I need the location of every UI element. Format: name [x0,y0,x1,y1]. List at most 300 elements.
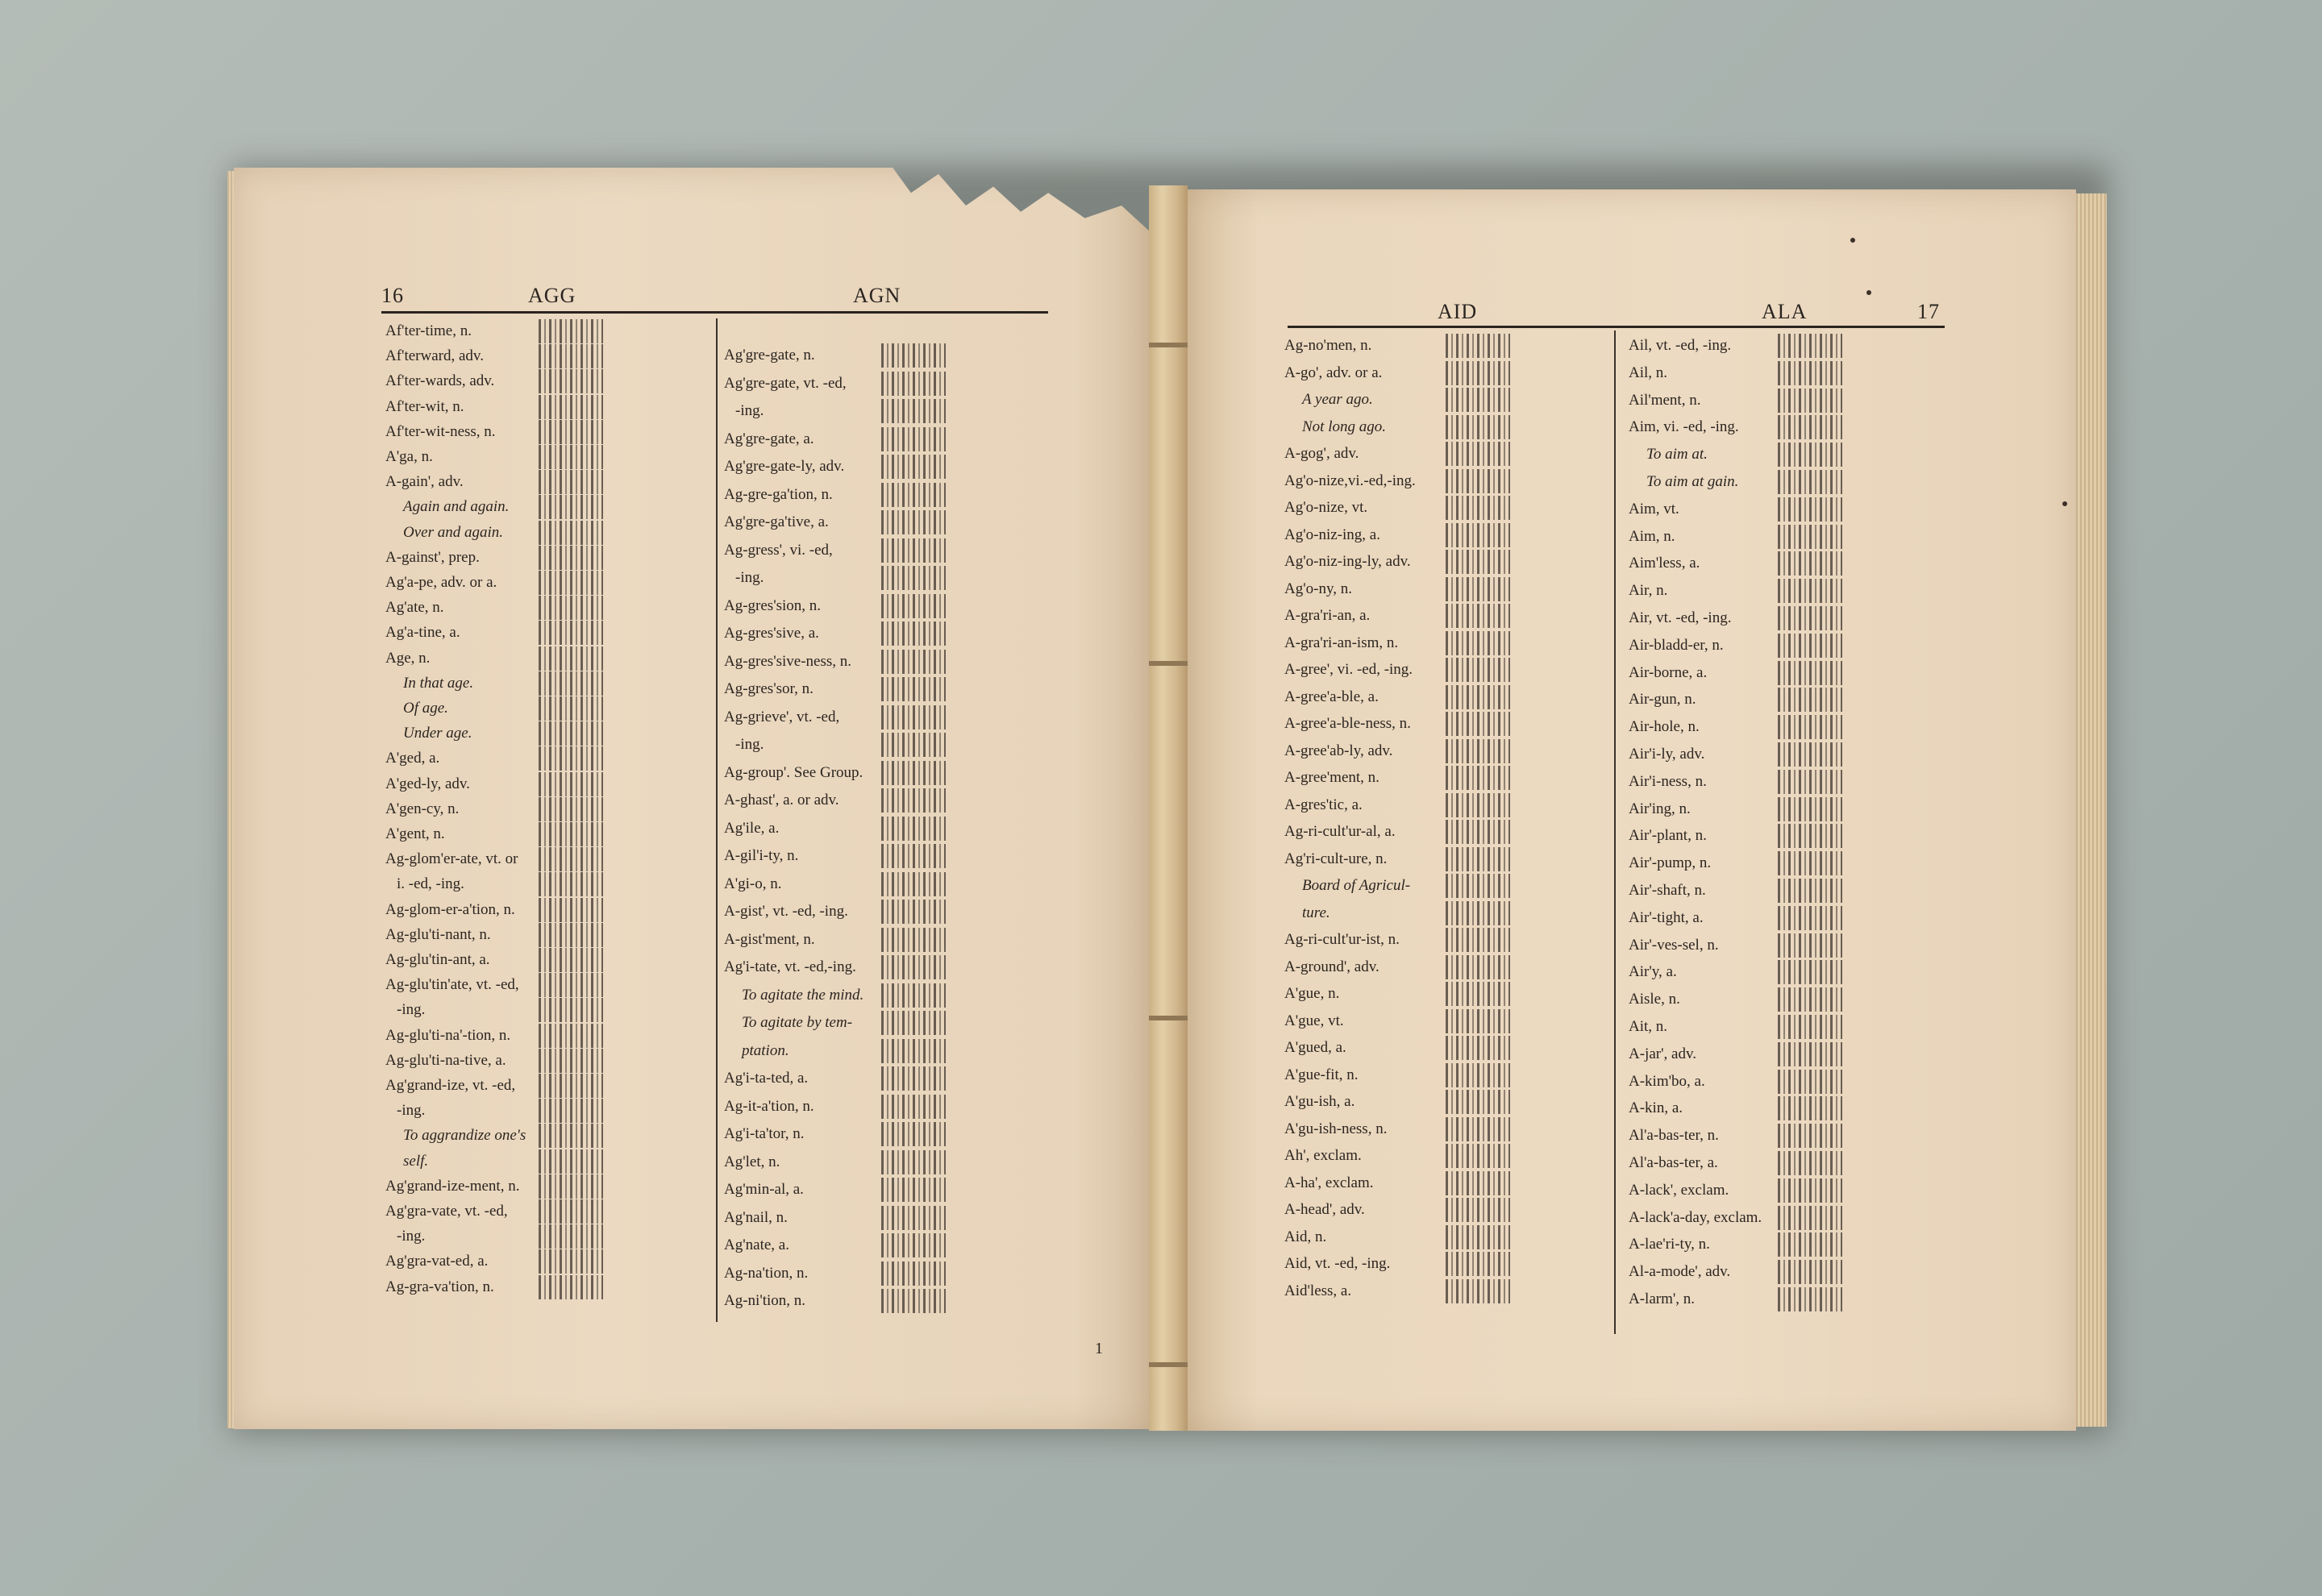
japanese-gloss [539,1049,603,1073]
japanese-gloss [1446,901,1510,925]
dictionary-entry: Ag'a-tine, a. [385,624,460,642]
dictionary-entry: A-go', adv. or a. [1284,364,1383,381]
dictionary-entry: Ag'o-niz-ing-ly, adv. [1284,553,1411,570]
dictionary-entry: Ag'gre-gate, n. [724,347,815,364]
japanese-gloss [539,898,603,922]
japanese-gloss [1778,470,1842,494]
japanese-gloss [1446,685,1510,709]
japanese-gloss [539,420,603,444]
japanese-gloss [881,733,946,757]
dictionary-entry: To agitate by tem- [742,1014,853,1031]
dictionary-entry: Aid'less, a. [1284,1282,1352,1299]
dictionary-entry: -ing. [735,569,764,586]
dictionary-entry: i. -ed, -ing. [397,875,464,893]
dictionary-entry: Ag'ile, a. [724,819,780,837]
japanese-gloss [881,427,946,451]
japanese-gloss [1778,525,1842,549]
japanese-gloss [539,369,603,393]
dictionary-entry: A-lack', exclam. [1629,1181,1729,1199]
japanese-gloss [539,1149,603,1174]
japanese-gloss [539,1224,603,1249]
japanese-gloss [1446,766,1510,790]
japanese-gloss [539,1124,603,1148]
dictionary-entry: Ag-gress', vi. -ed, [724,541,833,559]
dictionary-entry: Air'-tight, a. [1629,908,1704,926]
dictionary-entry: A-gree'ab-ly, adv. [1284,742,1393,759]
japanese-gloss [1446,658,1510,682]
dictionary-entry: self. [403,1152,429,1170]
japanese-gloss [881,983,946,1008]
japanese-gloss [539,948,603,972]
dictionary-entry: Ag'let, n. [724,1153,780,1170]
japanese-gloss [1778,661,1842,685]
dictionary-entry: Ail, n. [1629,364,1668,381]
japanese-gloss [881,510,946,534]
japanese-gloss [1446,955,1510,979]
japanese-gloss [1446,1090,1510,1114]
japanese-gloss [881,1178,946,1202]
japanese-gloss [881,566,946,590]
dictionary-entry: A-kim'bo, a. [1629,1072,1705,1090]
japanese-gloss [539,696,603,721]
dictionary-entry: A-gree'ment, n. [1284,769,1379,786]
japanese-gloss [881,955,946,979]
dictionary-entry: Air-hole, n. [1629,718,1700,736]
japanese-gloss [1778,851,1842,875]
japanese-gloss [881,705,946,729]
spine-stitch [1149,343,1188,347]
dictionary-entry: A'gent, n. [385,825,445,842]
japanese-gloss [539,797,603,821]
japanese-gloss [1778,879,1842,903]
left-header-rule [381,311,1048,314]
japanese-gloss [1778,1042,1842,1066]
dictionary-entry: ptation. [742,1041,789,1059]
japanese-gloss [539,1174,603,1199]
spine-stitch [1149,1016,1188,1020]
dictionary-entry: Ag-ni'tion, n. [724,1292,806,1309]
dictionary-entry: A-gist', vt. -ed, -ing. [724,903,848,920]
dictionary-entry: Ag'i-tate, vt. -ed,-ing. [724,958,856,975]
dictionary-entry: Af'ter-wards, adv. [385,372,495,390]
japanese-gloss [1778,1232,1842,1257]
japanese-gloss [539,495,603,519]
japanese-gloss [539,1249,603,1274]
japanese-gloss [539,571,603,595]
japanese-gloss [1446,1171,1510,1195]
japanese-gloss [881,928,946,952]
japanese-gloss [1446,1252,1510,1276]
dictionary-entry: Ag'i-ta'tor, n. [724,1125,805,1142]
dictionary-entry: Ag'ate, n. [385,599,444,617]
japanese-gloss [1446,631,1510,655]
dictionary-entry: A-head', adv. [1284,1201,1365,1218]
japanese-gloss [1778,415,1842,439]
dictionary-entry: A'gue, vt. [1284,1012,1344,1029]
dictionary-entry: Ag'nail, n. [724,1208,788,1226]
dictionary-entry: Air'y, a. [1629,963,1677,981]
japanese-gloss [881,1206,946,1230]
japanese-gloss [1778,824,1842,848]
dictionary-entry: Ag'a-pe, adv. or a. [385,574,497,591]
japanese-gloss [539,621,603,645]
dictionary-entry: A year ago. [1302,391,1373,408]
dictionary-entry: Ag-gres'sive, a. [724,625,819,642]
book-spine [1149,185,1188,1431]
japanese-gloss [539,344,603,368]
dictionary-entry: Of age. [403,700,448,717]
japanese-gloss [881,621,946,646]
japanese-gloss [881,872,946,896]
japanese-gloss [1778,497,1842,522]
japanese-gloss [881,900,946,924]
left-page-number: 16 [381,284,404,307]
japanese-gloss [881,538,946,563]
dictionary-entry: A-kin, a. [1629,1099,1683,1117]
japanese-gloss [539,1099,603,1123]
japanese-gloss [539,646,603,671]
dictionary-entry: Ag-group'. See Group. [724,763,863,781]
japanese-gloss [1778,1015,1842,1039]
japanese-gloss [1778,797,1842,821]
japanese-gloss [539,596,603,620]
dictionary-entry: Not long ago. [1302,418,1386,435]
japanese-gloss [1778,634,1842,658]
japanese-gloss [1446,1279,1510,1303]
spine-stitch [1149,661,1188,666]
right-page-number: 17 [1917,300,1940,323]
dictionary-entry: -ing. [735,736,764,753]
japanese-gloss [1778,906,1842,930]
japanese-gloss [1446,712,1510,736]
dictionary-entry: Ag'o-ny, n. [1284,580,1352,597]
dictionary-entry: Ah', exclam. [1284,1147,1362,1164]
dictionary-entry: Ag-glu'tin'ate, vt. -ed, [385,976,519,994]
dictionary-entry: Aisle, n. [1629,991,1680,1008]
japanese-gloss [881,483,946,507]
dictionary-entry: Ag'grand-ize-ment, n. [385,1177,520,1195]
spine-stitch [1149,1362,1188,1367]
japanese-gloss [1778,443,1842,467]
dictionary-entry: A-gog', adv. [1284,445,1359,462]
dictionary-entry: Al'a-bas-ter, n. [1629,1127,1719,1145]
japanese-gloss [881,817,946,841]
japanese-gloss [1778,1096,1842,1120]
dictionary-entry: A'gue-fit, n. [1284,1066,1359,1083]
japanese-gloss [1446,874,1510,898]
japanese-gloss [539,319,603,343]
japanese-gloss [1446,388,1510,412]
japanese-gloss [881,372,946,396]
dictionary-entry: A-gil'i-ty, n. [724,847,799,864]
japanese-gloss [539,395,603,419]
dictionary-entry: A-gist'ment, n. [724,930,815,948]
japanese-gloss [1778,933,1842,958]
dictionary-entry: Air, n. [1629,582,1668,600]
dictionary-entry: Ag'i-ta-ted, a. [724,1070,809,1087]
dictionary-entry: Over and again. [403,523,504,541]
japanese-gloss [539,470,603,494]
japanese-gloss [1778,1206,1842,1230]
japanese-gloss [881,1122,946,1146]
japanese-gloss [881,399,946,423]
japanese-gloss [539,1199,603,1224]
dictionary-entry: Air'i-ly, adv. [1629,746,1705,763]
left-page [234,168,1149,1429]
japanese-gloss [881,343,946,368]
japanese-gloss [881,1289,946,1313]
japanese-gloss [1446,1225,1510,1249]
dictionary-entry: A'ged-ly, adv. [385,775,470,792]
japanese-gloss [1778,742,1842,767]
dictionary-entry: Air-borne, a. [1629,663,1708,681]
dictionary-entry: -ing. [735,402,764,419]
japanese-gloss [1778,1287,1842,1311]
dictionary-entry: A'gen-cy, n. [385,800,460,817]
japanese-gloss [539,847,603,871]
dictionary-entry: A-gree'a-ble-ness, n. [1284,715,1411,732]
dictionary-entry: A'gue, n. [1284,985,1340,1002]
japanese-gloss [1446,415,1510,439]
japanese-gloss [881,761,946,785]
dictionary-entry: A-gra'ri-an-ism, n. [1284,634,1399,651]
dictionary-entry: Ag-gre-ga'tion, n. [724,485,833,503]
right-guide-word-end: ALA [1762,300,1808,323]
japanese-gloss [539,1275,603,1299]
dictionary-entry: Ag-glu'tin-ant, a. [385,951,490,968]
japanese-gloss [1446,1063,1510,1087]
japanese-gloss [539,721,603,746]
dictionary-entry: Ag-no'men, n. [1284,337,1372,354]
dictionary-entry: To aim at gain. [1646,473,1739,490]
dictionary-entry: Ag-it-a'tion, n. [724,1097,814,1115]
dictionary-entry: Air'i-ness, n. [1629,772,1707,790]
dictionary-entry: A-larm', n. [1629,1291,1696,1307]
dictionary-entry: Ag-glu'ti-na-tive, a. [385,1051,506,1069]
left-column-divider [716,318,718,1322]
japanese-gloss [1778,1178,1842,1203]
japanese-gloss [881,1095,946,1119]
dictionary-entry: Ag'gre-gate, vt. -ed, [724,374,847,392]
japanese-gloss [1778,770,1842,794]
japanese-gloss [881,1066,946,1091]
paper-speck [2062,501,2067,506]
japanese-gloss [1778,579,1842,603]
japanese-gloss [1446,523,1510,547]
dictionary-entry: Ag'o-niz-ing, a. [1284,526,1380,543]
dictionary-entry: -ing. [397,1001,426,1019]
dictionary-entry: Air'-ves-sel, n. [1629,936,1719,954]
japanese-gloss [1446,1036,1510,1060]
dictionary-entry: To aim at. [1646,446,1708,463]
japanese-gloss [1778,715,1842,739]
japanese-gloss [539,671,603,696]
japanese-gloss [1446,928,1510,952]
dictionary-entry: Ag-glom'er-ate, vt. or [385,850,518,868]
dictionary-entry: To aggrandize one's [403,1127,526,1145]
japanese-gloss [881,455,946,479]
dictionary-entry: A-gainst', prep. [385,548,480,566]
dictionary-entry: Ag-ri-cult'ur-al, a. [1284,823,1396,840]
dictionary-entry: A-ghast', a. or adv. [724,792,839,808]
japanese-gloss [539,923,603,947]
dictionary-entry: Ag-gres'sor, n. [724,680,814,697]
dictionary-entry: Ait, n. [1629,1018,1668,1035]
japanese-gloss [881,1039,946,1063]
japanese-gloss [1778,334,1842,358]
dictionary-entry: Under age. [403,725,472,742]
dictionary-entry: Af'ter-wit, n. [385,397,464,415]
japanese-gloss [539,822,603,846]
dictionary-entry: Ag'o-nize,vi.-ed,-ing. [1284,472,1416,489]
dictionary-entry: Aim, n. [1629,527,1675,545]
dictionary-entry: Air, vt. -ed, -ing. [1629,609,1732,626]
dictionary-entry: Ag-ri-cult'ur-ist, n. [1284,931,1400,948]
japanese-gloss [881,788,946,813]
dictionary-entry: A'gu-ish-ness, n. [1284,1120,1388,1137]
japanese-gloss [1778,361,1842,385]
japanese-gloss [1778,960,1842,984]
japanese-gloss [1778,606,1842,630]
dictionary-entry: A-jar', adv. [1629,1045,1696,1062]
dictionary-entry: A-gree'a-ble, a. [1284,688,1379,705]
dictionary-entry: Ag'gra-vat-ed, a. [385,1253,489,1270]
japanese-gloss [1446,442,1510,466]
japanese-gloss [1446,982,1510,1006]
dictionary-entry: Af'ter-time, n. [385,322,472,339]
dictionary-entry: Ag-glu'ti-nant, n. [385,925,491,943]
japanese-gloss [1446,793,1510,817]
dictionary-entry: Af'ter-wit-ness, n. [385,422,496,440]
dictionary-entry: Air-gun, n. [1629,691,1696,709]
japanese-gloss [1778,1124,1842,1148]
japanese-gloss [1778,551,1842,576]
dictionary-entry: A-ground', adv. [1284,958,1379,975]
dictionary-entry: Ag-na'tion, n. [724,1264,809,1282]
japanese-gloss [1446,820,1510,844]
japanese-gloss [1446,847,1510,871]
japanese-gloss [881,650,946,674]
japanese-gloss [1446,361,1510,385]
dictionary-entry: Aim'less, a. [1629,555,1700,572]
dictionary-entry: Ag-gres'sion, n. [724,596,822,614]
dictionary-entry: A'gued, a. [1284,1039,1346,1056]
dictionary-entry: A'gi-o, n. [724,875,782,892]
dictionary-entry: Air'ing, n. [1629,800,1691,817]
dictionary-entry: A-gree', vi. -ed, -ing. [1284,661,1413,678]
japanese-gloss [539,445,603,469]
right-column-divider [1614,330,1616,1334]
dictionary-entry: A'gu-ish, a. [1284,1093,1355,1110]
dictionary-entry: Aim, vt. [1629,500,1679,517]
dictionary-entry: A-gra'ri-an, a. [1284,607,1371,624]
dictionary-entry: Board of Agricul- [1302,877,1411,894]
right-guide-word-start: AID [1438,300,1478,323]
dictionary-entry: A'ga, n. [385,448,433,465]
dictionary-entry: Again and again. [403,498,510,516]
dictionary-entry: Ag'gre-gate, a. [724,430,814,447]
dictionary-entry: A-ha', exclam. [1284,1174,1374,1191]
dictionary-entry: Ag-gra-va'tion, n. [385,1278,494,1295]
japanese-gloss [881,594,946,618]
dictionary-entry: Al-a-mode', adv. [1629,1263,1731,1281]
japanese-gloss [881,677,946,701]
japanese-gloss [1446,469,1510,493]
japanese-gloss [1778,1260,1842,1284]
japanese-gloss [1778,688,1842,712]
japanese-gloss [881,1233,946,1257]
japanese-gloss [539,1074,603,1098]
dictionary-entry: Ail, vt. -ed, -ing. [1629,337,1732,354]
japanese-gloss [1446,604,1510,628]
dictionary-entry: Aim, vi. -ed, -ing. [1629,418,1739,436]
right-page-edges [2076,193,2107,1427]
japanese-gloss [881,1011,946,1035]
japanese-gloss [1446,496,1510,520]
dictionary-entry: A-lae'ri-ty, n. [1629,1236,1710,1253]
paper-speck [1850,238,1855,243]
dictionary-entry: Ag'ri-cult-ure, n. [1284,850,1388,867]
japanese-gloss [1778,389,1842,413]
japanese-gloss [539,998,603,1022]
dictionary-entry: To agitate the mind. [742,986,864,1004]
left-footer-mark: 1 [1095,1340,1103,1357]
dictionary-entry: Ag'gre-gate-ly, adv. [724,458,845,475]
left-guide-word-end: AGN [853,284,901,307]
dictionary-entry: Ag'nate, a. [724,1236,789,1253]
dictionary-entry: Ag'min-al, a. [724,1181,804,1198]
japanese-gloss [539,772,603,796]
dictionary-entry: Ag-glu'ti-na'-tion, n. [385,1026,511,1044]
dictionary-entry: Air-bladd-er, n. [1629,636,1724,654]
dictionary-entry: Al'a-bas-ter, a. [1629,1154,1718,1171]
left-guide-word-start: AGG [528,284,576,307]
dictionary-entry: Ail'ment, n. [1629,391,1701,409]
dictionary-entry: -ing. [397,1102,426,1120]
japanese-gloss [1778,1070,1842,1094]
dictionary-entry: A'ged, a. [385,750,440,767]
dictionary-entry: In that age. [403,674,474,692]
japanese-gloss [1446,1117,1510,1141]
japanese-gloss [539,1024,603,1048]
japanese-gloss [539,872,603,896]
dictionary-entry: Ag-gres'sive-ness, n. [724,652,852,670]
japanese-gloss [1446,334,1510,358]
right-header-rule [1288,326,1945,328]
japanese-gloss [1446,739,1510,763]
dictionary-entry: A-lack'a-day, exclam. [1629,1208,1762,1226]
paper-speck [1866,290,1871,295]
japanese-gloss [539,973,603,997]
dictionary-entry: Air'-shaft, n. [1629,882,1706,899]
dictionary-entry: Af'terward, adv. [385,347,484,365]
dictionary-entry: Ag-grieve', vt. -ed, [724,708,840,725]
japanese-gloss [881,1261,946,1286]
japanese-gloss [1446,1144,1510,1168]
japanese-gloss [1778,987,1842,1012]
japanese-gloss [1778,1151,1842,1175]
dictionary-entry: Air'-plant, n. [1629,827,1707,845]
dictionary-entry: Age, n. [385,649,431,667]
japanese-gloss [539,521,603,545]
dictionary-entry: Ag'o-nize, vt. [1284,499,1368,516]
japanese-gloss [1446,1009,1510,1033]
japanese-gloss [539,546,603,570]
dictionary-entry: Ag'gre-ga'tive, a. [724,513,829,530]
japanese-gloss [881,844,946,868]
japanese-gloss [539,746,603,771]
dictionary-entry: Ag'grand-ize, vt. -ed, [385,1077,516,1094]
